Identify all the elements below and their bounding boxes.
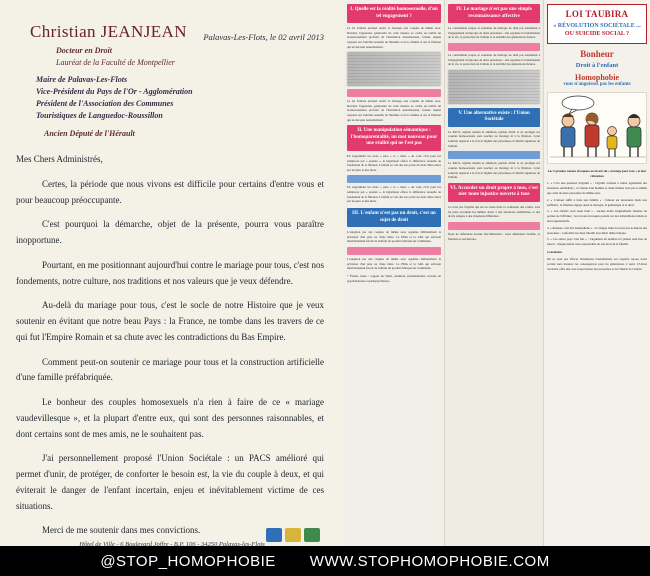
col3-conclusion: On ne peut pas effacer l'institution fondamentale sur laquelle repose notre société sans mesurer les conséquences pour les générations à venir. L'Union Sociétale offre une voie respectueuse des personnes et de l'intérêt de l'enfant.	[547, 257, 647, 271]
letter-paragraph-3: Au-delà du mariage pour tous, c'est le socle de notre Histoire que je veux soutenir en évitant que notre beau Pays : la France, ne tombe dans les travers de ce qui fut l'Empire Romain et sa chute avec les contradictions du Bas Empire.	[16, 300, 324, 342]
letter-place-date: Palavas-Les-Flots, le 02 avril 2013	[203, 32, 324, 42]
watermark-bar	[0, 546, 650, 576]
col1-highlight-3	[347, 247, 441, 255]
col2-body-3: Ce n'est pas l'égalité qui est en cause mais la confusion des ordres. Une loi juste reconnaît les mêmes droits à des situations semblables, et des droits adaptés à des situations différentes.	[448, 204, 540, 219]
letter-footer-address: Hôtel de Ville - 6 Boulevard Joffre - B.P. 106 - 34250 Palavas-les-Flots	[79, 541, 265, 546]
letter-titles	[56, 45, 328, 68]
letter-title-0: Docteur en Droit	[56, 46, 112, 55]
leaflet-page	[344, 0, 650, 546]
letter-body	[16, 152, 328, 546]
col1-redacted-block-1	[347, 52, 441, 86]
social-handle: @STOP_HOMOPHOBIE	[100, 552, 276, 570]
col3-argument-0: 1. « C'est une question d'égalité » : l'égalité consiste à traiter également des situations semblables ; or l'union d'un homme et d'une femme n'est pas la même que celle de deux personnes de même sexe.	[547, 181, 647, 196]
col2-body-1: La constitution propre et soutenue du mariage ne tient pas seulement à l'engagement réciproque de deux personnes : elle organise la transmission de la vie, la protection de l'enfant et la stabilité des générations futures.	[448, 26, 540, 40]
cartoon-illustration	[547, 92, 647, 164]
col2-header-2: V. Une alternative existe : l'Union Sociétale	[448, 108, 540, 127]
col2-body-1b: La constitution propre et soutenue du mariage ne tient pas seulement à l'engagement réciproque de deux personnes : elle organise la transmission de la vie, la protection de l'enfant et la stabilité des générations futures.	[448, 52, 540, 67]
col1-body-3: L'adoption par des couples de même sexe organise délibérément la privation d'un père ou d'une mère. La PMA et la GPA qui suivront inévitablement feront de l'enfant un produit fabriqué sur commande.	[347, 230, 441, 244]
family-cartoon-icon	[548, 93, 647, 164]
col2-header-3: VI. Accorder un droit propre à tous, c'est nier toute injustice ouverte à tous	[448, 183, 540, 202]
letter-paragraph-0: Certes, la période que nous vivons est difficile pour certains d'entre vous et pour beaucoup préoccupante.	[16, 178, 324, 205]
col1-body-3b: L'adoption par des couples de même sexe organise délibérément la privation d'un père ou d'une mère. La PMA et la GPA qui suivront inévitablement feront de l'enfant un produit fabriqué sur commande.	[347, 256, 441, 271]
letter-paragraph-4: Comment peut-on soutenir ce mariage pour tous et la construction artificielle d'une famille préfabriquée.	[16, 356, 324, 383]
col1-body-1b: La loi Taubira prétend ouvrir le mariage aux couples de même sexe. Derrière l'apparente générosité de cette mesure se cache en réalité un bouleversement profond de l'institution matrimoniale, fondée depuis toujours sur l'altérité sexuelle de l'homme et de la femme et sur la filiation qui en découle naturellement.	[347, 99, 441, 122]
word-homophobie: Homophobie	[574, 73, 619, 83]
col2-highlight-2	[448, 151, 540, 159]
letter-former-role: Ancien Député de l'Hérault	[44, 129, 135, 139]
col1-footnote: * Études citées : rapport du Sénat, auditions parlementaires, travaux de psychanalystes et pédopsychiatres.	[347, 273, 441, 283]
letter-roles	[36, 74, 328, 122]
leaflet-title-card	[547, 4, 647, 44]
letter-paragraph-5: Le bonheur des couples homosexuels n'a rien à faire de ce « mariage vaudevillesque », et la plupart d'entre eux, qui sont des personnes raisonnables, et dont certains sont de mes amis, ne le souhaitent pas.	[16, 397, 324, 439]
word-bonheur: Bonheur	[580, 49, 614, 60]
letter-role-2: Président de l'Association des Communes	[36, 99, 174, 109]
col2-header-1: IV. Le mariage n'est pas une simple reconnaissance affective	[448, 4, 540, 23]
logo-green-icon	[304, 528, 320, 542]
word-homophobie-sub: vous n'angoissez pas les enfants	[563, 82, 631, 88]
leaflet-column-1	[344, 0, 444, 546]
col1-header-2: II. Une manipulation sémantique : l'homoparentalité, un mot nouveau pour une réalité qui ne l'est pas	[347, 125, 441, 151]
col1-body-2: En supprimant les mots « père » et « mère » du code civil pour les remplacer par « parents », le législateur efface la différence sexuelle au fondement de la filiation. L'enfant se voit dès lors privé du droit d'être élevé par un père et une mère.	[347, 153, 441, 172]
word-droit-enfant: Droit à l'enfant	[575, 62, 619, 70]
leaflet-column-2	[444, 0, 544, 546]
footer-logos	[266, 528, 320, 542]
col3-argument-1: 2. « L'amour suffit à faire une famille » : l'amour est nécessaire mais non suffisant ; la filiation engage aussi la biologie, la généalogie et le droit.	[547, 197, 647, 207]
letter-role-3: Touristiques de Languedoc-Roussillon	[36, 111, 163, 121]
letter-title-1: Lauréat de la Faculté de Montpellier	[56, 57, 175, 67]
col1-highlight-1	[347, 89, 441, 97]
letter-salutation: Mes Chers Administrés,	[16, 154, 103, 165]
col1-body-1: La loi Taubira prétend ouvrir le mariage aux couples de même sexe. Derrière l'apparente générosité de cette mesure se cache en réalité un bouleversement profond de l'institution matrimoniale, fondée depuis toujours sur l'altérité sexuelle de l'homme et de la femme et sur la filiation qui en découle naturellement.	[347, 26, 441, 49]
col3-argument-3: 4. « Refuser, c'est être homophobe » : la critique d'une loi n'est pas le mépris des personnes ; confondre les deux interdit tout débat démocratique.	[547, 225, 647, 235]
col3-arguments-title: Les 5 grandes raisons invoquées en faveur du « mariage pour tous » et leur réfutation	[547, 169, 647, 178]
leaflet-title: LOI TAUBIRA	[565, 9, 629, 19]
col2-footnote: Nous ne défendons aucune discrimination : nous défendons l'enfant, sa filiation et son histoire.	[448, 231, 540, 241]
letter-paragraph-7: Merci de me soutenir dans mes convictions.	[42, 525, 201, 536]
col2-highlight-3	[448, 222, 540, 230]
col2-redacted-block-1	[448, 70, 540, 104]
letter-paragraph-1: C'est pourquoi la démarche, objet de la présente, pourra vous paraître inopportune.	[16, 219, 324, 246]
leaflet-subtitle-blue: « RÉVOLUTION SOCIÉTALE ...	[553, 23, 641, 29]
letter-paragraph-2: Pourtant, en me positionnant aujourd'hui contre le mariage pour tous, c'est nos fondements, notre culture, nos traditions et nos valeurs que je veux défendre.	[16, 259, 324, 286]
col1-header-3: III. L'enfant n'est pas un droit, c'est un sujet de droit	[347, 208, 441, 227]
col2-body-2: Le PACS, régime étendu et amélioré, permet d'unir et de protéger les couples homosexuels sans toucher au mariage ni à la filiation. Cette solution respecte à la fois la dignité des personnes et l'intérêt supérieur de l'enfant.	[448, 129, 540, 148]
col1-highlight-2	[347, 175, 441, 183]
col3-argument-4: 5. « Les autres pays l'ont fait » : l'argument du nombre n'a jamais tenu lieu de raison ; chaque nation reste responsable de son droit de la famille.	[547, 237, 647, 247]
leaflet-column-3	[544, 0, 650, 546]
col3-argument-2: 3. « Les enfants vont aussi bien » : aucune étude longitudinale sérieuse ne permet de l'affirmer ; les travaux invoqués portent sur des échantillons réduits et non représentatifs.	[547, 209, 647, 223]
website-url[interactable]: WWW.STOPHOMOPHOBIE.COM	[309, 552, 550, 570]
letter-author-name: Christian JEANJEAN	[30, 22, 187, 41]
letter-paragraph-6: J'ai personnellement proposé l'Union Sociétale : un PACS amélioré qui permet d'unir, de protéger, de conforter le besoin est, la vie du couple à deux, et qui éviterait le danger de l'enfant incertain, enjeu et inévitablement victime de ces situations.	[16, 453, 324, 511]
col2-highlight-1	[448, 43, 540, 51]
col2-body-2b: Le PACS, régime étendu et amélioré, permet d'unir et de protéger les couples homosexuels sans toucher au mariage ni à la filiation. Cette solution respecte à la fois la dignité des personnes et l'intérêt supérieur de l'enfant.	[448, 161, 540, 180]
col3-arguments-list	[547, 181, 647, 246]
col1-header-1: I. Quelle est la réalité homosexuelle, d'un tel engagement ?	[347, 4, 441, 23]
col1-body-2b: En supprimant les mots « père » et « mère » du code civil pour les remplacer par « parents », le législateur efface la différence sexuelle au fondement de la filiation. L'enfant se voit dès lors privé du droit d'être élevé par un père et une mère.	[347, 185, 441, 204]
leaflet-subtitle-red: OU SUICIDE SOCIAL ?	[564, 31, 630, 38]
logo-yellow-icon	[285, 528, 301, 542]
logo-blue-icon	[266, 528, 282, 542]
letter-role-0: Maire de Palavas-Les-Flots	[36, 75, 128, 85]
letter-role-1: Vice-Président du Pays de l'Or - Agglomération	[36, 87, 193, 97]
col3-conclusion-title: Conclusion	[547, 249, 562, 254]
